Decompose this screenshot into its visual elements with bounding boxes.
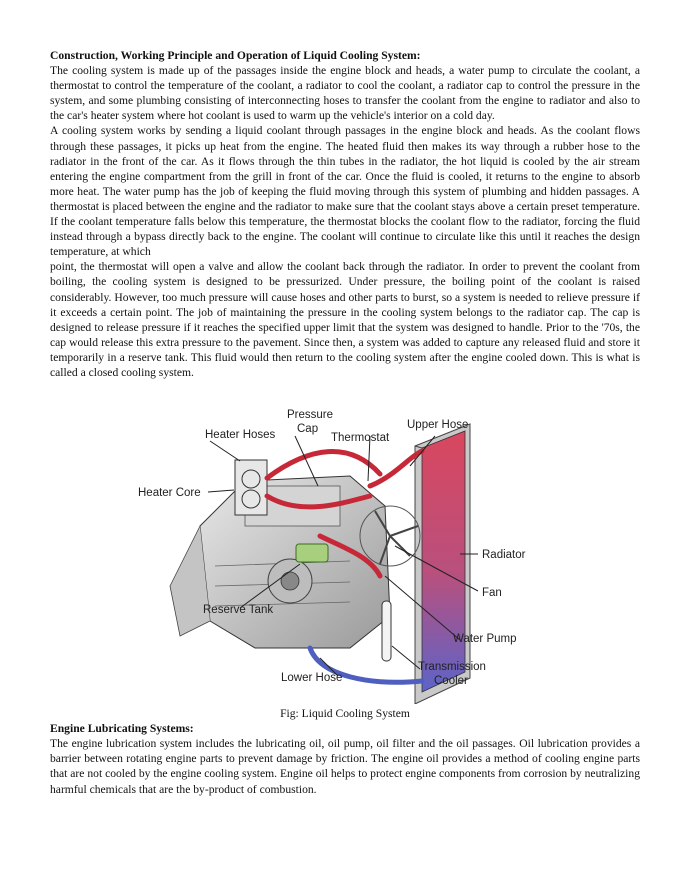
label-heater-core: Heater Core — [138, 487, 201, 500]
label-cap: Cap — [297, 423, 319, 436]
paragraph-construction: The cooling system is made up of the passages inside the engine block and heads, a water pump to circulate the coolant, a thermostat to control the temperature of the coolant, a radiator to cool the coolant, a radiator cap to control the pressure in the system, and some plumbing consisting of interconnecting hoses to transfer the coolant from the engine to radiator and also to the car's heater system where hot coolant is used to warm up the vehicle's interior on a cold day. — [50, 64, 640, 123]
figure-caption: Fig: Liquid Cooling System — [280, 707, 410, 721]
transmission-cooler-shape — [382, 601, 391, 661]
label-fan: Fan — [482, 587, 502, 600]
label-heater-hoses: Heater Hoses — [205, 429, 276, 442]
heater-core-shape — [235, 460, 267, 515]
document-page — [50, 48, 640, 797]
paragraph-lubrication: The engine lubrication system includes the lubricating oil, oil pump, oil filter and the oil passages. Oil lubrication provides a barrier between rotating engine parts to prevent damage by friction. The engine oil provides a method of cooling engine parts that are not cooled by the engine cooling system. Engine oil helps to protect engine components from corrosion by neutralizing harmful chemicals that are the by-product of combustion. — [50, 737, 640, 796]
paragraph-working: A cooling system works by sending a liquid coolant through passages in the engine block and heads. As the coolant flows through these passages, it picks up heat from the engine. The heated fluid then makes its way through a rubber hose to the radiator in the front of the car. As it flows through the thin tubes in the radiator, the hot liquid is cooled by the air stream entering the engine compartment from the grill in front of the car. Once the fluid is cooled, it returns to the engine to absorb more heat. The water pump has the job of keeping the fluid moving through this system of plumbing and hidden passages. A thermostat is placed between the engine and the radiator to make sure that the coolant stays above a certain preset temperature. If the coolant temperature falls below this temperature, the thermostat blocks the coolant flow to the radiator, forcing the fluid instead through a bypass directly back to the engine. The coolant will continue to circulate like this until it reaches the design temperature, at which — [50, 124, 640, 259]
label-water-pump: Water Pump — [453, 633, 517, 646]
section-heading-cooling: Construction, Working Principle and Operation of Liquid Cooling System: — [50, 49, 421, 62]
reserve-tank-shape — [296, 544, 328, 562]
label-lower-hose: Lower Hose — [281, 672, 343, 685]
label-upper-hose: Upper Hose — [407, 419, 469, 432]
label-transmission: Transmission — [418, 661, 486, 674]
label-reserve-tank: Reserve Tank — [203, 604, 274, 617]
label-cooler: Cooler — [434, 675, 468, 688]
paragraph-pressure: point, the thermostat will open a valve and allow the coolant back through the radiator. In order to prevent the coolant from boiling, the cooling system is designed to be pressurized. Under pressure, the boiling point of the coolant is raised considerably. However, too much pressure will cause hoses and other parts to burst, so a system is needed to relieve pressure if it exceeds a certain point. The job of maintaining the pressure in the cooling system belongs to the radiator cap. The cap is designed to release pressure if it reaches the specified upper limit that the system was designed to handle. Prior to the '70s, the cap would release this extra pressure to the pavement. Since then, a system was added to capture any released fluid and store it temporarily in a reserve tank. This fluid would then return to the cooling system after the engine cooled down. This is what is called a closed cooling system. — [50, 260, 640, 379]
label-thermostat: Thermostat — [331, 432, 390, 445]
section-heading-lubrication: Engine Lubricating Systems: — [50, 722, 194, 736]
label-radiator: Radiator — [482, 549, 526, 562]
cooling-system-diagram — [50, 386, 640, 704]
label-pressure: Pressure — [287, 409, 334, 422]
cooling-system-figure — [50, 386, 640, 704]
